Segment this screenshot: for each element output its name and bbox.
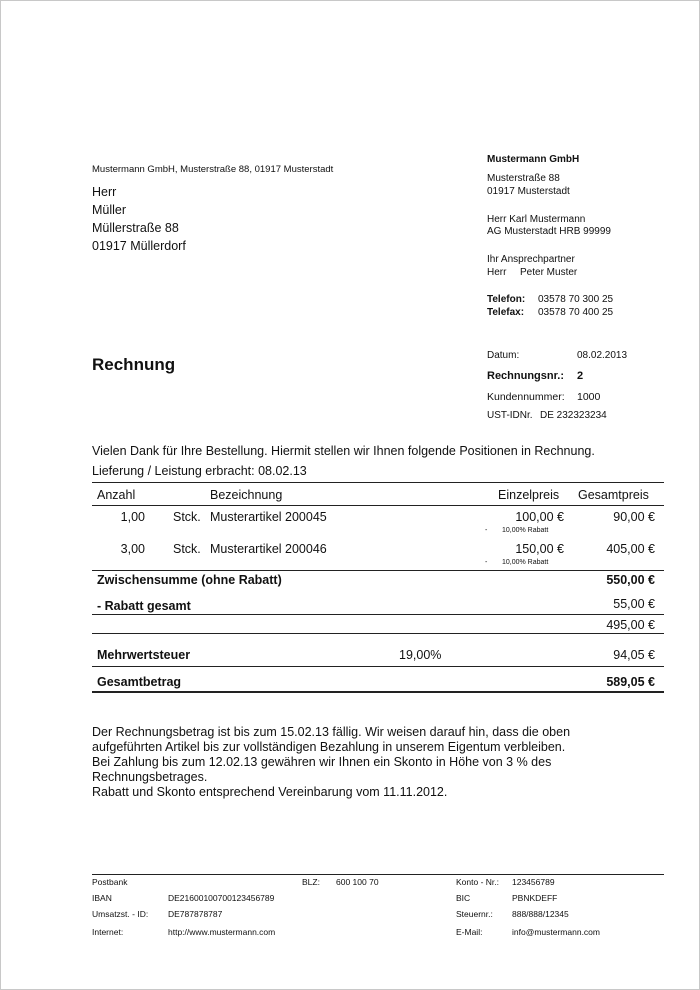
items-rule	[92, 570, 664, 571]
header-total: Gesamtpreis	[578, 488, 649, 502]
account-value: 123456789	[512, 877, 555, 887]
recipient-street: Müllerstraße 88	[92, 221, 179, 235]
tax-value: 888/888/12345	[512, 909, 569, 919]
delivery-text: Lieferung / Leistung erbracht: 08.02.13	[92, 464, 307, 478]
recipient-salutation: Herr	[92, 185, 117, 199]
item-qty: 3,00	[120, 542, 145, 556]
vat-rule	[92, 666, 664, 667]
header-unit-price: Einzelpreis	[498, 488, 560, 502]
ustid-label: Umsatzst. - ID:	[92, 909, 149, 919]
company-street: Musterstraße 88	[487, 173, 560, 184]
vat-id-label: UST-IDNr.	[487, 410, 533, 421]
table-top-rule	[92, 482, 664, 483]
phone-number: 03578 70 300 25	[538, 294, 614, 305]
subtotal-label: Zwischensumme (ohne Rabatt)	[97, 573, 282, 587]
customer-number: 1000	[577, 391, 601, 403]
fax-number: 03578 70 400 25	[538, 307, 614, 318]
company-city: 01917 Musterstadt	[487, 186, 570, 197]
email-link[interactable]: info@mustermann.com	[512, 927, 600, 937]
intro-text: Vielen Dank für Ihre Bestellung. Hiermit stellen wir Ihnen folgende Positionen in Rechnung.	[92, 444, 595, 458]
date-label: Datum:	[487, 350, 520, 361]
closing-line: Bei Zahlung bis zum 12.02.13 gewähren wir Ihnen ein Skonto in Höhe von 3 % des	[92, 755, 552, 769]
item-discount: 10,00% Rabatt	[502, 559, 549, 566]
sender-line: Mustermann GmbH, Musterstraße 88, 01917 Musterstadt	[92, 164, 334, 175]
blz-value: 600 100 70	[336, 877, 379, 887]
header-qty: Anzahl	[97, 488, 136, 502]
bic-value: PBNKDEFF	[512, 893, 558, 903]
vat-label: Mehrwertsteuer	[97, 648, 191, 662]
total-value: 589,05 €	[606, 675, 655, 689]
fax-label: Telefax:	[487, 307, 525, 318]
company-manager: Herr Karl Mustermann	[487, 214, 586, 225]
closing-line: Rabatt und Skonto entsprechend Vereinbarung vom 11.11.2012.	[92, 785, 448, 799]
total-label: Gesamtbetrag	[97, 675, 182, 689]
item-total: 90,00 €	[613, 510, 655, 524]
item-description: Musterartikel 200045	[210, 510, 327, 524]
contact-salutation: Herr	[487, 267, 507, 278]
invoice-number-label: Rechnungsnr.:	[487, 370, 565, 382]
item-discount-dash: -	[485, 559, 488, 566]
iban-value: DE21600100700123456789	[168, 893, 275, 903]
item-discount: 10,00% Rabatt	[502, 527, 549, 534]
item-description: Musterartikel 200046	[210, 542, 327, 556]
ustid-value: DE787878787	[168, 909, 223, 919]
blz-label: BLZ:	[302, 877, 320, 887]
header-description: Bezeichnung	[210, 488, 283, 502]
recipient-name: Müller	[92, 203, 127, 217]
net-value: 495,00 €	[606, 618, 655, 632]
invoice-number: 2	[577, 370, 584, 382]
item-qty: 1,00	[120, 510, 145, 524]
discount-label: - Rabatt gesamt	[97, 599, 191, 613]
discount-value: 55,00 €	[613, 597, 655, 611]
item-unit: Stck.	[173, 542, 201, 556]
vat-rate: 19,00%	[399, 648, 442, 662]
recipient-city: 01917 Müllerdorf	[92, 239, 186, 253]
contact-label: Ihr Ansprechpartner	[487, 254, 575, 265]
item-unit: Stck.	[173, 510, 201, 524]
contact-name: Peter Muster	[520, 267, 578, 278]
email-label: E-Mail:	[456, 927, 483, 937]
vat-id: DE 232323234	[540, 410, 607, 421]
item-total: 405,00 €	[606, 542, 655, 556]
iban-label: IBAN	[92, 893, 112, 903]
discount-rule	[92, 614, 664, 615]
subtotal-value: 550,00 €	[606, 573, 655, 587]
vat-amount: 94,05 €	[613, 648, 655, 662]
closing-line: Der Rechnungsbetrag ist bis zum 15.02.13 fällig. Wir weisen darauf hin, dass die oben	[92, 725, 571, 739]
item-unit-price: 100,00 €	[515, 510, 564, 524]
document-title: Rechnung	[92, 355, 176, 374]
bank-name: Postbank	[92, 877, 128, 887]
net-rule	[92, 633, 664, 634]
footer-rule	[92, 874, 664, 875]
date-value: 08.02.2013	[577, 350, 628, 361]
item-unit-price: 150,00 €	[515, 542, 564, 556]
total-rule	[92, 691, 664, 693]
closing-text	[92, 725, 570, 800]
customer-number-label: Kundennummer:	[487, 391, 565, 403]
internet-label: Internet:	[92, 927, 124, 937]
closing-line: Rechnungsbetrages.	[92, 770, 208, 784]
item-discount-dash: -	[485, 527, 488, 534]
phone-label: Telefon:	[487, 294, 526, 305]
tax-label: Steuernr.:	[456, 909, 493, 919]
bic-label: BIC	[456, 893, 471, 903]
company-name: Mustermann GmbH	[487, 154, 580, 165]
recipient-address	[92, 183, 186, 255]
header-rule	[92, 505, 664, 506]
closing-line: aufgeführten Artikel bis zur vollständigen Bezahlung in unserem Eigentum verbleiben.	[92, 740, 566, 754]
account-label: Konto - Nr.:	[456, 877, 499, 887]
company-register: AG Musterstadt HRB 99999	[487, 226, 611, 237]
internet-link[interactable]: http://www.mustermann.com	[168, 927, 276, 937]
